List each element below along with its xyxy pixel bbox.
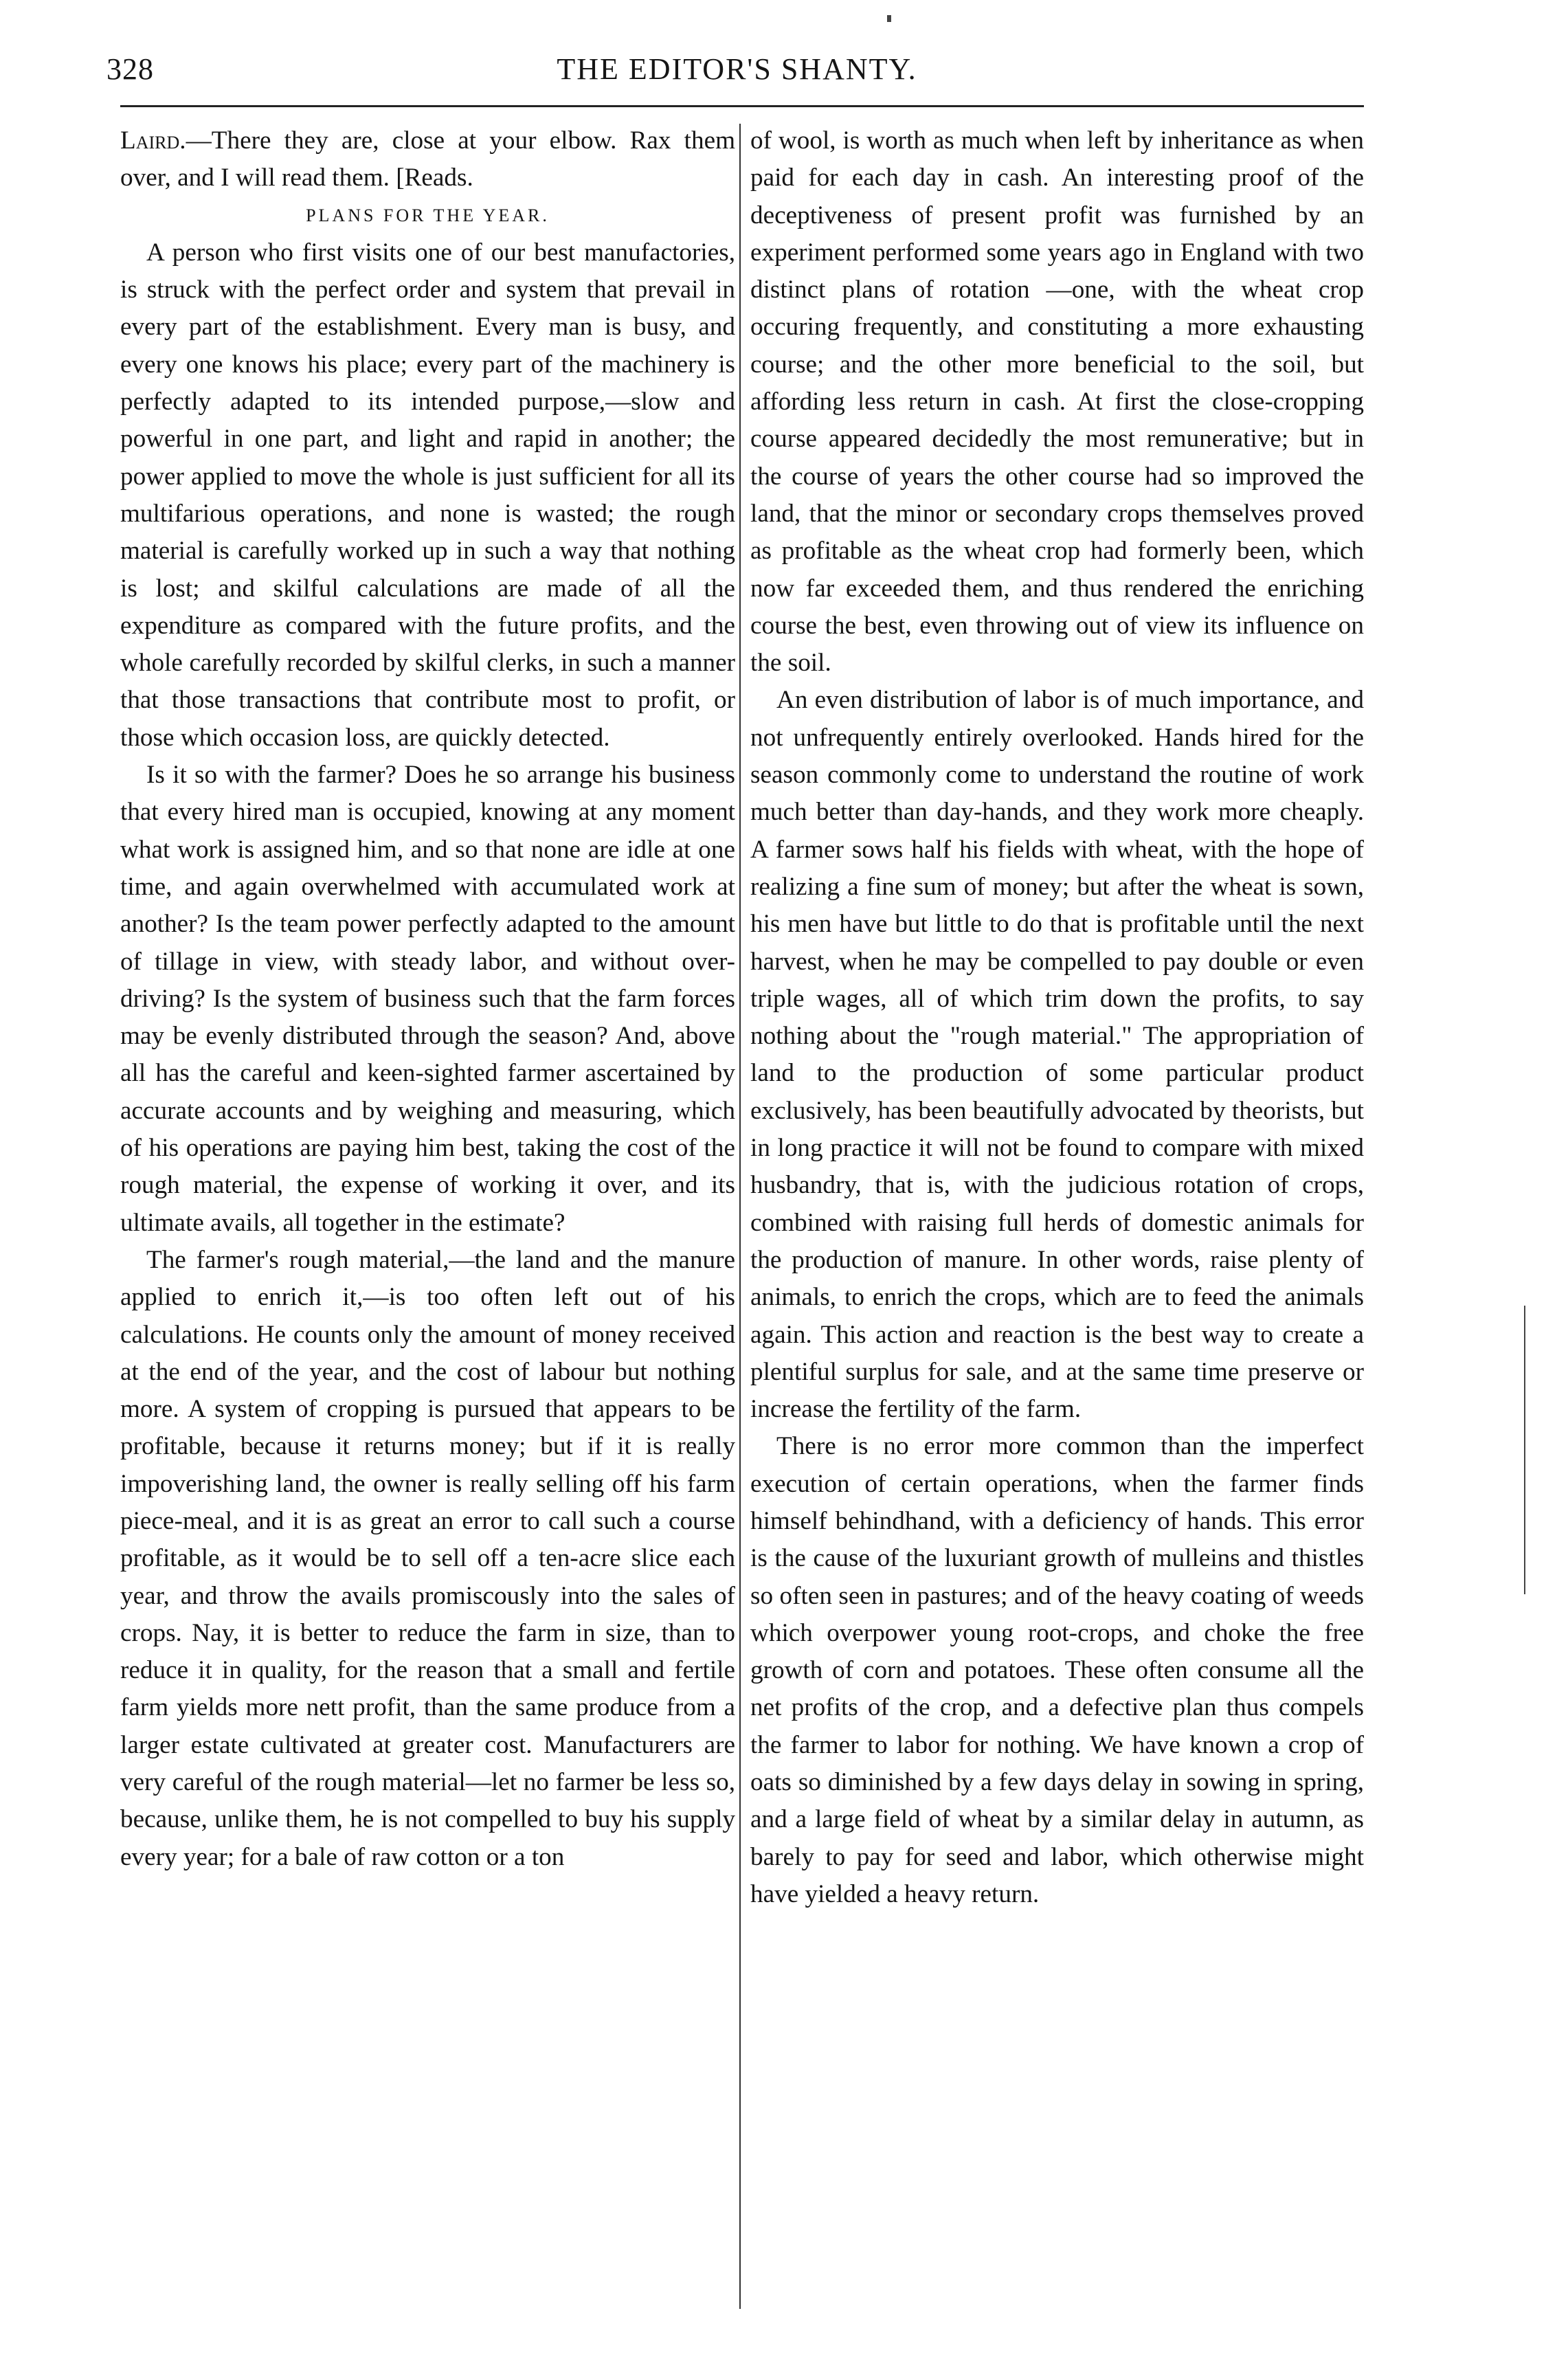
speaker-name: Laird. [120,126,186,155]
paragraph: of wool, is worth as much when left by inheritance as when paid for each day in cash. An interesting proof of the deceptiveness of present profit was furnished by an experiment performed some years ago in England with two distinct plans of rotation —one, with the wheat crop occuring frequently, and constituting a more exhausting course; and the other more beneficial to the soil, but affording less return in cash. At first the close-cropping course appeared decidedly the most remunerative; but in the course of years the other course had so improved the land, that the minor or secondary crops themselves proved as profitable as the wheat crop had formerly been, which now far exceeded them, and thus rendered the enriching course the best, even throwing out of view its influence on the soil. [750,126,1364,678]
left-column [120,122,735,1876]
running-title: THE EDITOR'S SHANTY. [557,52,917,86]
right-column [750,122,1364,1913]
column-divider [739,124,741,2309]
paragraph: An even distribution of labor is of much importance, and not unfrequently entirely overlooked. Hands hired for the season commonly come to understand the routine of work much better than day-hands, and they work more cheaply. A farmer sows half his fields with wheat, with the hope of realizing a fine sum of money; but after the wheat is sown, his men have but little to do that is profitable until the next harvest, when he may be compelled to pay double or even triple wages, all of which trim down the profits, to say nothing about the "rough material." The appropriation of land to the production of some particular product exclusively, has been beautifully advocated by theorists, but in long practice it will not be found to compare with mixed husbandry, that is, with the judicious rotation of crops, combined with raising full herds of domestic animals for the production of manure. In other words, raise plenty of animals, to enrich the crops, which are to feed the animals again. This action and reaction is the best way to create a plentiful surplus for sale, and at the same time preserve or increase the fertility of the farm. [750,686,1364,1424]
header-rule [120,105,1364,107]
paragraph: The farmer's rough material,—the land and the manure applied to enrich it,—is too often left out of his calculations. He counts only the amount of money received at the end of the year, and the cost of labour but nothing more. A system of cropping is pursued that appears to be profitable, because it returns money; but if it is really impoverishing land, the owner is really selling off his farm piece-meal, and it is as great an error to call such a course profitable, as it would be to sell off a ten-acre slice each year, and throw the avails promiscously into the sales of crops. Nay, it is better to reduce the farm in size, than to reduce it in quality, for the reason that a small and fertile farm yields more nett profit, than the same produce from a larger estate cultivated at greater cost. Manufacturers are very careful of the rough material—let no farmer be less so, because, unlike them, he is not compelled to buy his supply every year; for a bale of raw cotton or a ton [120,1245,735,1871]
paragraph: A person who first visits one of our best manufactories, is struck with the perfect order and system that prevail in every part of the establishment. Every man is busy, and every one knows his place; every part of the machinery is perfectly adapted to its intended purpose,—slow and powerful in one part, and light and rapid in another; the power applied to move the whole is just sufficient for all its multifarious operations, and none is wasted; the rough material is carefully worked up in such a way that nothing is lost; and skilful calculations are made of all the expenditure as compared with the future profits, and the whole carefully recorded by skilful clerks, in such a manner that those transactions that contribute most to profit, or those which occasion loss, are quickly detected. [120,238,735,752]
page-header [107,52,1367,100]
dialogue-text: —There they are, close at your elbow. Rax them over, and I will read them. [Reads. [120,126,735,192]
section-heading: PLANS FOR THE YEAR. [306,205,550,225]
print-speck [887,15,891,22]
page-number: 328 [107,52,154,86]
dialogue-line [120,122,735,197]
margin-mark [1524,1306,1525,1594]
paragraph: There is no error more common than the imperfect execution of certain operations, when the farmer finds himself behindhand, with a deficiency of hands. This error is the cause of the luxuriant growth of mulleins and thistles so often seen in pastures; and of the heavy coating of weeds which overpower young root-crops, and choke the free growth of corn and potatoes. These often consume all the net profits of the crop, and a defective plan thus compels the farmer to labor for nothing. We have known a crop of oats so diminished by a few days delay in sowing in spring, and a large field of wheat by a similar delay in autumn, as barely to pay for seed and labor, which otherwise might have yielded a heavy return. [750,1432,1364,1908]
paragraph: Is it so with the farmer? Does he so arrange his business that every hired man is occupied, knowing at any moment what work is assigned him, and so that none are idle at one time, and again overwhelmed with accumulated work at another? Is the team power perfectly adapted to the amount of tillage in view, with steady labor, and without over-driving? Is the system of business such that the farm forces may be evenly distributed through the season? And, above all has the careful and keen-sighted farmer ascertained by accurate accounts and by weighing and measuring, which of his operations are paying him best, taking the cost of the rough material, the expense of working it over, and its ultimate avails, all together in the estimate? [120,761,735,1237]
